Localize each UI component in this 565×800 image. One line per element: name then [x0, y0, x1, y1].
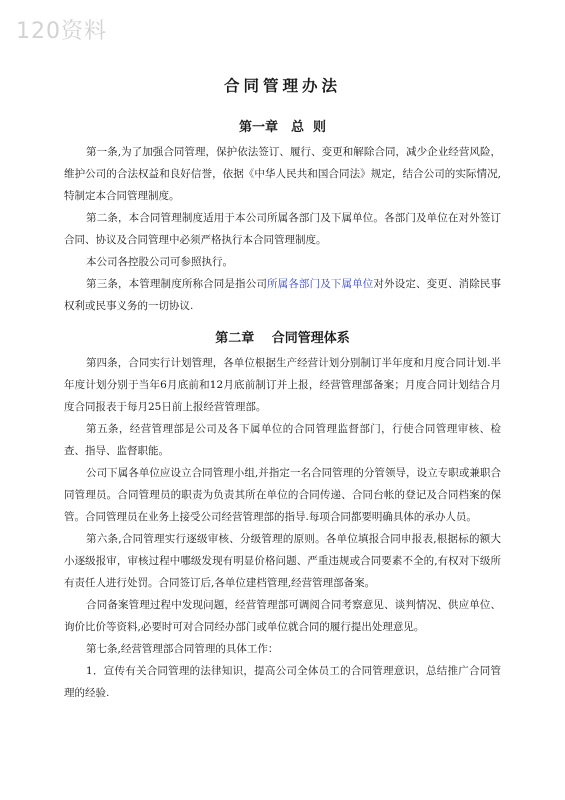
article-4: 第四条，合同实行计划管理，各单位根据生产经营计划分别制订半年度和月度合同计划.半年度计划分别于当年6月底前和12月底前制订并上报，经营管理部备案；月度合同计划结合月度合同报表于每月25日前上报经营管理部。: [64, 357, 501, 413]
article-3-text-end: 对外设定、变更、消除民事权利或民事义务的一切协议.: [64, 278, 502, 312]
article-3-text-start: 第三条，本管理制度所称合同是指公司: [86, 278, 267, 290]
chapter-2-heading: 第二章 合同管理体系: [215, 331, 350, 346]
article-5: 第五条，经营管理部是公司及各下属单位的合同管理监督部门，行使合同管理审核、检查、指导、监督职能。: [64, 423, 501, 457]
article-2-note: 本公司各控股公司可参照执行。: [86, 256, 234, 268]
article-3-link[interactable]: 所属各部门及下属单位: [267, 278, 374, 290]
article-7-item-1: 1．宣传有关合同管理的法律知识，提高公司全体员工的合同管理意识，总结推广合同管理的经验.: [64, 665, 501, 699]
article-1: 第一条,为了加强合同管理，保护依法签订、履行、变更和解除合同，减少企业经营风险，维护公司的合法权益和良好信誉，依据《中华人民共和国合同法》规定，结合公司的实际情况,特制定本合同管理制度。: [64, 146, 501, 202]
article-6: 第六条,合同管理实行逐级审核、分级管理的原则。各单位填报合同申报表,根据标的额大小逐级报审，审核过程中哪级发现有明显价格问题、严重违规或合同要素不全的,有权对下级所有责任人进行处罚。合同签订后,各单位建档管理,经营管理部备案。: [64, 533, 501, 589]
chapter-1-heading: 第一章 总 则: [238, 120, 327, 135]
article-7: 第七条,经营管理部合同管理的具体工作：: [86, 643, 279, 655]
article-3: [64, 273, 501, 317]
watermark-text: 120资料: [16, 19, 107, 44]
document-page: [64, 74, 501, 704]
document-title: 合同管理办法: [223, 77, 341, 95]
article-2: 第二条，本合同管理制度适用于本公司所属各部门及下属单位。各部门及单位在对外签订合同、协议及合同管理中必须严格执行本合同管理制度。: [64, 212, 501, 246]
article-5-detail: 公司下属各单位应设立合同管理小组,并指定一名合同管理的分管领导，设立专职或兼职合同管理员。合同管理员的职责为负责其所在单位的合同传递、合同台帐的登记及合同档案的保管。合同管理员在业务上接受公司经营管理部的指导.每项合同都要明确具体的承办人员。: [64, 467, 501, 523]
article-6-detail: 合同备案管理过程中发现问题，经营管理部可调阅合同考察意见、谈判情况、供应单位、询价比价等资料,必要时可对合同经办部门或单位就合同的履行提出处理意见。: [64, 599, 501, 633]
